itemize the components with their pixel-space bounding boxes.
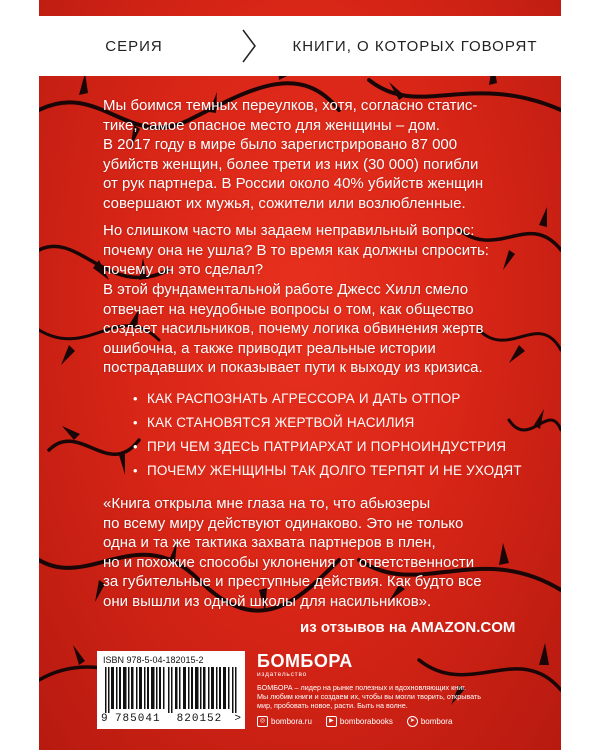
text-line: отвечает на неудобные вопросы о том, как общество bbox=[103, 300, 474, 318]
instagram-icon: ◎ bbox=[257, 716, 268, 727]
logo-subtitle: издательство bbox=[257, 671, 308, 678]
text-line: пострадавших и показывает пути к выходу из кризиса. bbox=[103, 359, 483, 377]
bullet-item: • ПРИ ЧЕМ ЗДЕСЬ ПАТРИАРХАТ И ПОРНОИНДУСТРИЯ bbox=[133, 438, 507, 454]
text-line: от рук партнера. В России около 40% убийств женщин bbox=[103, 175, 484, 193]
chevron-right-icon bbox=[229, 28, 269, 64]
barcode-digits: 9 785041 820152 > bbox=[101, 713, 241, 725]
text-line: В 2017 году в мире было зарегистрировано 87 000 bbox=[103, 136, 458, 154]
bullet-item: • ПОЧЕМУ ЖЕНЩИНЫ ТАК ДОЛГО ТЕРПЯТ И НЕ УХОДЯТ bbox=[133, 462, 522, 478]
text-line: В этой фундаментальной работе Джесс Хилл смело bbox=[103, 281, 469, 298]
bullet-dot-icon: • bbox=[133, 390, 138, 406]
text-line: мир, пробовать новое, расти. Быть на волне. bbox=[257, 701, 408, 710]
isbn-barcode bbox=[97, 651, 245, 729]
text-line: тике, самое опасное место для женщины – дом. bbox=[103, 116, 440, 134]
bullet-dot-icon: • bbox=[133, 438, 138, 454]
social-links bbox=[257, 716, 452, 727]
bullet-dot-icon: • bbox=[133, 414, 138, 430]
text-line: почему он это сделал? bbox=[103, 261, 264, 279]
text-line: создает насильников, почему логика обвинения жертв bbox=[103, 320, 484, 338]
text-line: одна и та же тактика захвата партнеров в плен, bbox=[103, 534, 436, 552]
paragraph-description bbox=[103, 280, 523, 378]
text-line: БОМБОРА – лидер на рынке полезных и вдохновляющих книг. bbox=[257, 683, 466, 692]
youtube-icon: ▶ bbox=[326, 716, 337, 727]
telegram-vk-icon: ➤ bbox=[407, 716, 418, 727]
bullet-list bbox=[133, 386, 533, 482]
text-line: «Книга открыла мне глаза на то, что абьюзеры bbox=[103, 495, 431, 512]
social-link[interactable]: ▶ bomborabooks bbox=[326, 716, 393, 727]
text-line: почему она не ушла? В то время как должны спросить: bbox=[103, 241, 489, 259]
text-line: за губительные и преступные действия. Как будто все bbox=[103, 573, 482, 591]
text-line: но и похожие способы уклонения от ответственности bbox=[103, 553, 475, 571]
publisher-logo bbox=[257, 652, 353, 679]
quote-source: из отзывов на AMAZON.COM bbox=[300, 619, 516, 636]
text-line: убийств женщин, более трети из них (30 000) погибли bbox=[103, 155, 479, 173]
paragraph-question bbox=[103, 221, 523, 280]
review-quote bbox=[103, 494, 523, 612]
publisher-description bbox=[257, 683, 557, 710]
series-name: КНИГИ, О КОТОРЫХ ГОВОРЯТ bbox=[292, 37, 538, 55]
bullet-item: • КАК СТАНОВЯТСЯ ЖЕРТВОЙ НАСИЛИЯ bbox=[133, 414, 415, 430]
text-line: ошибочна, а также приводит реальные истории bbox=[103, 339, 436, 357]
social-link[interactable]: ➤ bombora bbox=[407, 716, 453, 727]
series-banner bbox=[39, 16, 561, 76]
text-line: по всему миру действуют одинаково. Это не только bbox=[103, 514, 464, 532]
isbn-number: ISBN 978-5-04-182015-2 bbox=[103, 655, 204, 665]
series-label: СЕРИЯ bbox=[105, 37, 163, 55]
social-link[interactable]: ◎ bombora.ru bbox=[257, 716, 312, 727]
text-line: Мы боимся темных переулков, хотя, согласно статис- bbox=[103, 97, 478, 114]
logo-name: БОМБОРА bbox=[257, 651, 353, 671]
bullet-item: • КАК РАСПОЗНАТЬ АГРЕССОРА И ДАТЬ ОТПОР bbox=[133, 390, 461, 406]
bullet-dot-icon: • bbox=[133, 462, 138, 478]
paragraph-statistics bbox=[103, 96, 523, 214]
text-line: Но слишком часто мы задаем неправильный вопрос: bbox=[103, 222, 475, 239]
barcode-icon bbox=[105, 667, 237, 713]
text-line: они вышли из одной школы для насильников». bbox=[103, 592, 432, 610]
text-line: Мы любим книги и создаем их, чтобы вы могли творить, открывать bbox=[257, 692, 481, 701]
text-line: совершают их мужья, сожители или возлюбленные. bbox=[103, 194, 466, 212]
